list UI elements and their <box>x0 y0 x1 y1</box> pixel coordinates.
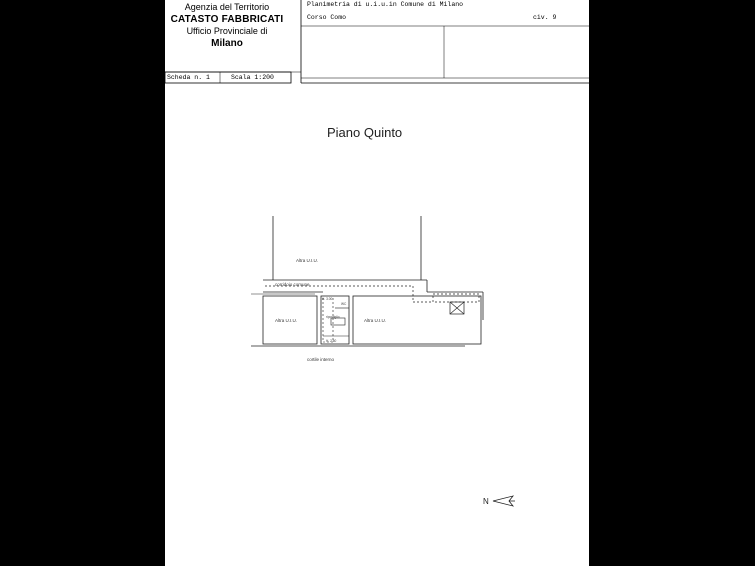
sheet-number: Scheda n. 1 <box>167 74 210 81</box>
compass-north-label: N <box>483 497 489 506</box>
label-wc: WC <box>341 302 347 306</box>
label-corridor: corridoio comune <box>275 282 310 287</box>
label-height-b: H. 2.60 <box>326 339 337 343</box>
label-unit-right: Altra U.I.U. <box>364 318 387 323</box>
cadastral-sheet <box>165 0 589 566</box>
registry-name: CATASTO FABBRICATI <box>170 14 284 25</box>
floor-title: Piano Quinto <box>327 125 403 140</box>
street-name: Corso Como <box>307 14 347 21</box>
label-courtyard: cortile interno <box>307 357 335 362</box>
label-unit-top: Altra U.I.U. <box>296 258 319 263</box>
floor-plan <box>165 106 589 566</box>
scale-label: Scala 1:200 <box>231 74 274 81</box>
agency-name: Agenzia del Territorio <box>184 2 270 12</box>
plan-description: Planimetria di u.i.u.in Comune di Milano <box>307 1 464 8</box>
label-unit-left: Altra U.I.U. <box>275 318 298 323</box>
label-height-a: H. 3.00 <box>322 297 333 301</box>
office-name: Ufficio Provinciale di <box>186 26 268 36</box>
label-storage: ripostiglio <box>326 315 340 319</box>
office-city: Milano <box>211 38 243 49</box>
corridor-dash <box>323 298 333 342</box>
agency-block <box>165 2 289 50</box>
civic-number: civ. 9 <box>533 14 557 21</box>
